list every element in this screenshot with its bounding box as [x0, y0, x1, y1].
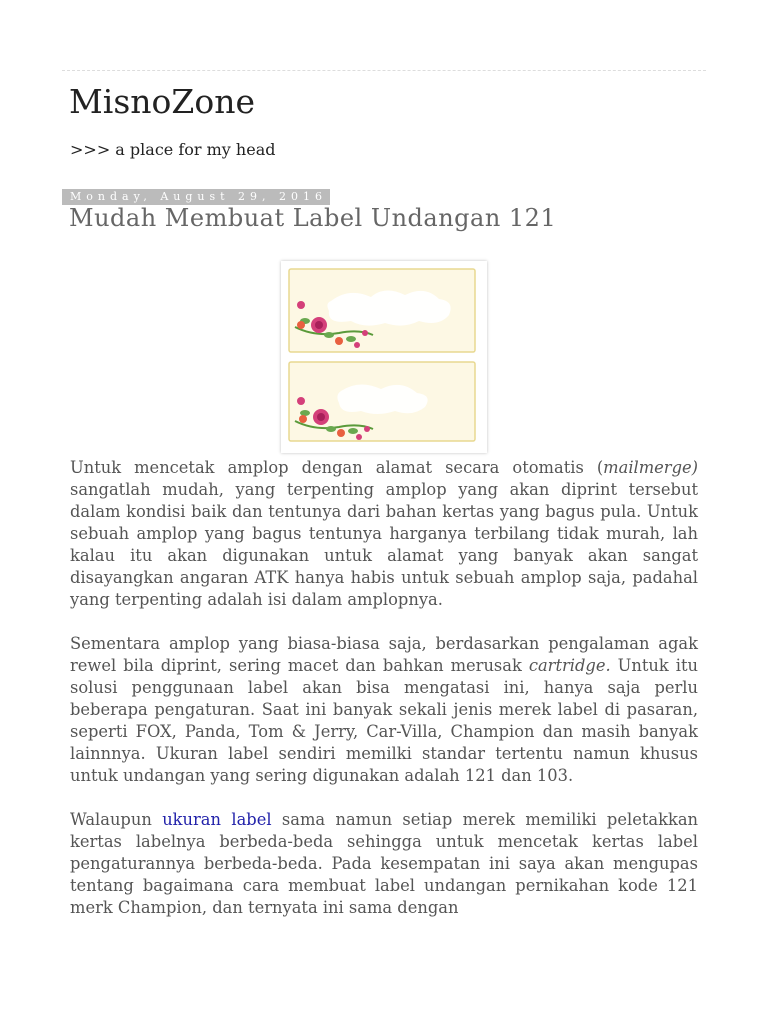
mailmerge-term: mailmerge) — [603, 458, 698, 477]
paragraph-2: Sementara amplop yang biasa-biasa saja, berdasarkan pengalaman agak rewel bila diprint, sering macet dan bahkan merusak cartridge. Untuk itu solusi penggunaan label akan bisa mengatasi ini, hanya saja perlu beberapa pengaturan. Saat ini banyak sekali jenis merek label di pasaran, seperti FOX, Panda, Tom & Jerry, Car-Villa, Champion dan masih banyak lainnnya. Ukuran label sendiri memilki standar tertentu namun khusus untuk undangan yang sering digunakan adalah 121 dan 103. — [70, 634, 698, 785]
paragraph-3: Walaupun ukuran label sama namun setiap merek memiliki peletakkan kertas labelnya berbeda-beda sehingga untuk mencetak kertas label pengaturannya berbeda-beda. Pada kesempatan ini saya akan mengupas tentang bagaimana cara membuat label undangan pernikahan kode 121 merk Champion, dan ternyata ini sama dengan — [70, 810, 699, 917]
paragraph-1: Untuk mencetak amplop dengan alamat secara otomatis (mailmerge) sangatlah mudah, yang terpenting amplop yang akan diprint tersebut dalam kondisi baik dan tentunya dari bahan kertas yang bagus pula. Untuk sebuah amplop yang bagus tentunya harganya terbilang tidak murah, lah kalau itu akan digunakan untuk alamat yang banyak akan sangat disayangkan angaran ATK hanya habis untuk sebuah amplop saja, padahal yang terpenting adalah isi dalam amplopnya. — [70, 458, 698, 609]
cartridge-term: cartridge. — [528, 656, 611, 675]
post-image-label-sheet[interactable] — [281, 261, 487, 453]
label-sheet-illustration — [281, 261, 487, 453]
header-divider — [62, 70, 706, 71]
post-body — [70, 457, 698, 941]
post-date-header: Monday, August 29, 2016 — [62, 189, 330, 205]
post-title[interactable]: Mudah Membuat Label Undangan 121 — [69, 204, 557, 232]
blog-title[interactable]: MisnoZone — [69, 82, 255, 121]
ukuran-label-link[interactable]: ukuran label — [162, 810, 272, 829]
blog-description: >>> a place for my head — [70, 140, 276, 159]
